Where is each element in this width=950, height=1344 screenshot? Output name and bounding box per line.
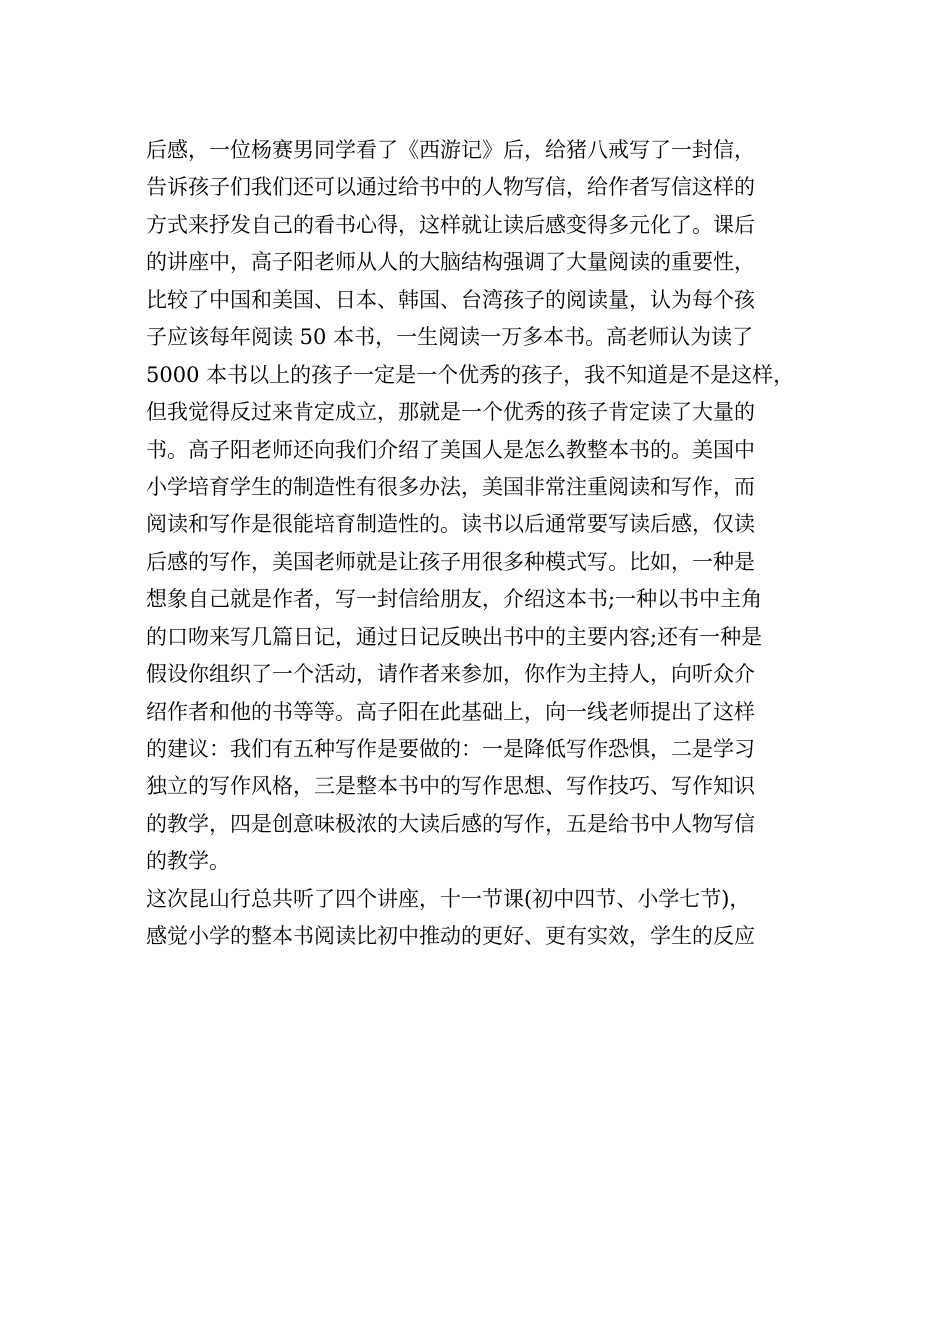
body-text [146,132,836,956]
text-line: 的口吻来写几篇日记，通过日记反映出书中的主要内容;还有一种是 [146,624,763,649]
text-line: 绍作者和他的书等等。高子阳在此基础上，向一线老师提出了这样 [146,699,755,724]
text-line: 想象自己就是作者，写一封信给朋友，介绍这本书;一种以书中主角 [146,587,763,612]
text-line: 阅读和写作是很能培育制造性的。读书以后通常要写读后感，仅读 [146,512,755,537]
text-line: 比较了中国和美国、日本、韩国、台湾孩子的阅读量，认为每个孩 [146,287,755,312]
text-line: 子应该每年阅读 50 本书，一生阅读一万多本书。高老师认为读了 [146,325,754,350]
text-line: 的教学。 [146,849,230,874]
text-line: 的教学，四是创意味极浓的大读后感的写作，五是给书中人物写信 [146,811,755,836]
text-line: 但我觉得反过来肯定成立，那就是一个优秀的孩子肯定读了大量的 [146,400,755,425]
text-line: 小学培育学生的制造性有很多办法，美国非常注重阅读和写作，而 [146,474,755,499]
text-line: 独立的写作风格，三是整本书中的写作思想、写作技巧、写作知识 [146,774,755,799]
text-line: 书。高子阳老师还向我们介绍了美国人是怎么教整本书的。美国中 [146,437,755,462]
text-line: 的讲座中，高子阳老师从人的大脑结构强调了大量阅读的重要性， [146,250,755,275]
text-line: 后感的写作，美国老师就是让孩子用很多种模式写。比如，一种是 [146,549,755,574]
text-line: 后感，一位杨赛男同学看了《西游记》后，给猪八戒写了一封信， [146,138,755,162]
text-line: 假设你组织了一个活动，请作者来参加，你作为主持人，向听众介 [146,662,755,687]
text-line: 告诉孩子们我们还可以通过给书中的人物写信，给作者写信这样的 [146,175,755,200]
text-line: 的建议：我们有五种写作是要做的：一是降低写作恐惧，二是学习 [146,737,755,761]
text-line: 5000 本书以上的孩子一定是一个优秀的孩子，我不知道是不是这样， [146,362,795,387]
text-line: 感觉小学的整本书阅读比初中推动的更好、更有实效，学生的反应 [146,924,755,949]
text-line: 这次昆山行总共听了四个讲座，十一节课(初中四节、小学七节)， [146,886,751,911]
text-line: 方式来抒发自己的看书心得，这样就让读后感变得多元化了。课后 [146,212,755,237]
